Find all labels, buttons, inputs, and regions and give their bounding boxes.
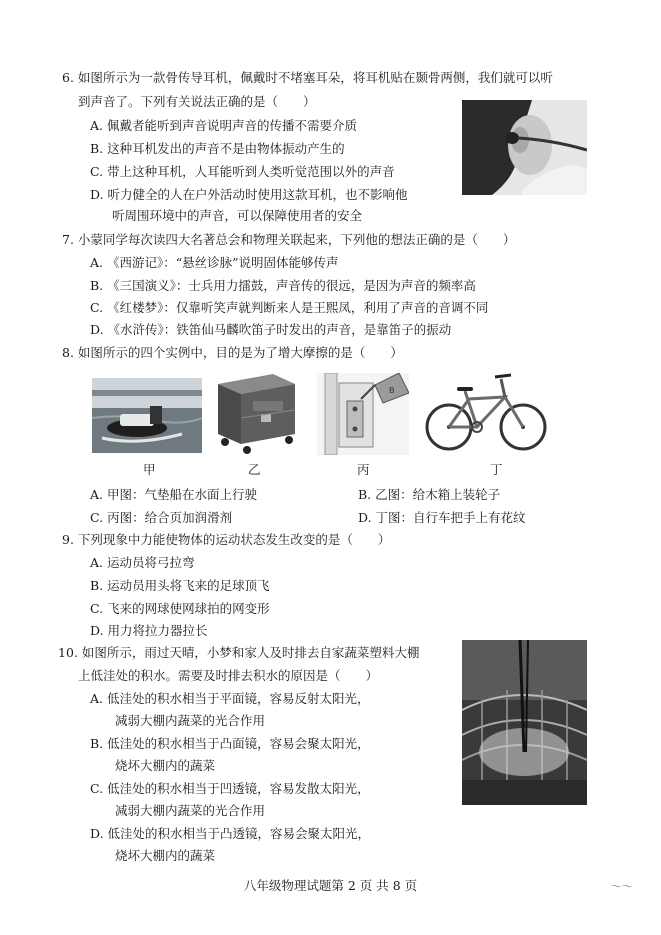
q10-option-d: D. 低洼处的积水相当于凸透镜，容易会聚太阳光， <box>90 826 371 841</box>
q6-stem-line2: 到声音了。下列有关说法正确的是（ ） <box>78 94 316 109</box>
q7-option-c: C. 《红楼梦》：仅靠听笑声就判断来人是王熙凤，利用了声音的音调不同 <box>90 300 489 315</box>
q8-stem: 8. 如图所示的四个实例中，目的是为了增大摩擦的是（ ） <box>62 345 403 360</box>
q6-option-d: D. 听力健全的人在户外活动时使用这款耳机，也不影响他 <box>90 187 408 202</box>
wooden-box-with-wheels-photo <box>213 366 300 456</box>
q6-option-d-cont: 听周围环境中的声音，可以保障使用者的安全 <box>112 208 363 223</box>
figure-caption-yi: 乙 <box>248 462 261 477</box>
q10-option-d-cont: 烧坏大棚内的蔬菜 <box>115 848 216 863</box>
q7-stem: 7. 小蒙同学每次读四大名著总会和物理关联起来，下列他的想法正确的是（ ） <box>62 232 516 247</box>
q8-option-b: B. 乙图：给木箱上装轮子 <box>358 487 501 502</box>
q6-stem-line1: 6. 如图所示为一款骨传导耳机，佩戴时不堵塞耳朵，将耳机贴在颞骨两侧，我们就可以听 <box>62 70 553 85</box>
figure-caption-jia: 甲 <box>143 462 156 477</box>
q8-option-a: A. 甲图：气垫船在水面上行驶 <box>90 487 257 502</box>
bicycle-photo <box>425 365 547 457</box>
door-hinge-oiling-photo <box>317 373 409 455</box>
q7-option-a: A. 《西游记》：“悬丝诊脉”说明固体能够传声 <box>90 255 339 270</box>
bone-conduction-headphone-photo <box>462 100 587 195</box>
q9-option-c: C. 飞来的网球使网球拍的网变形 <box>90 601 270 616</box>
q10-stem-line1: 10. 如图所示，雨过天晴，小梦和家人及时排去自家蔬菜塑料大棚 <box>58 645 420 660</box>
hovercraft-photo <box>92 378 202 453</box>
greenhouse-water-photo <box>462 640 587 805</box>
q7-option-d: D. 《水浒传》：铁笛仙马麟吹笛子时发出的声音，是靠笛子的振动 <box>90 322 452 337</box>
q10-option-b: B. 低洼处的积水相当于凸面镜，容易会聚太阳光， <box>90 736 370 751</box>
q9-option-d: D. 用力将拉力器拉长 <box>90 623 208 638</box>
q9-option-a: A. 运动员将弓拉弯 <box>90 555 195 570</box>
q6-option-b: B. 这种耳机发出的声音不是由物体振动产生的 <box>90 141 345 156</box>
q6-option-a: A. 佩戴者能听到声音说明声音的传播不需要介质 <box>90 118 357 133</box>
figure-caption-ding: 丁 <box>490 462 503 477</box>
q7-option-b: B. 《三国演义》：士兵用力擂鼓，声音传的很远，是因为声音的频率高 <box>90 278 476 293</box>
q10-option-a: A. 低洼处的积水相当于平面镜，容易反射太阳光， <box>90 691 370 706</box>
decorative-scribble-icon: 〜〜 <box>611 880 633 893</box>
page-footer: 八年级物理试题第 2 页 共 8 页 <box>243 878 418 893</box>
q6-option-c: C. 带上这种耳机，人耳能听到人类听觉范围以外的声音 <box>90 164 395 179</box>
q10-stem-line2: 上低洼处的积水。需要及时排去积水的原因是（ ） <box>78 668 379 683</box>
q10-option-c: C. 低洼处的积水相当于凹透镜，容易发散太阳光， <box>90 781 370 796</box>
q8-option-d: D. 丁图：自行车把手上有花纹 <box>358 510 526 525</box>
figure-caption-bing: 丙 <box>357 462 370 477</box>
q10-option-a-cont: 减弱大棚内蔬菜的光合作用 <box>115 713 266 728</box>
q10-option-b-cont: 烧坏大棚内的蔬菜 <box>115 758 216 773</box>
svg-text:B: B <box>389 386 395 395</box>
q9-option-b: B. 运动员用头将飞来的足球顶飞 <box>90 578 270 593</box>
q10-option-c-cont: 减弱大棚内蔬菜的光合作用 <box>115 803 266 818</box>
q8-option-c: C. 丙图：给合页加润滑剂 <box>90 510 233 525</box>
q9-stem: 9. 下列现象中力能使物体的运动状态发生改变的是（ ） <box>62 532 391 547</box>
